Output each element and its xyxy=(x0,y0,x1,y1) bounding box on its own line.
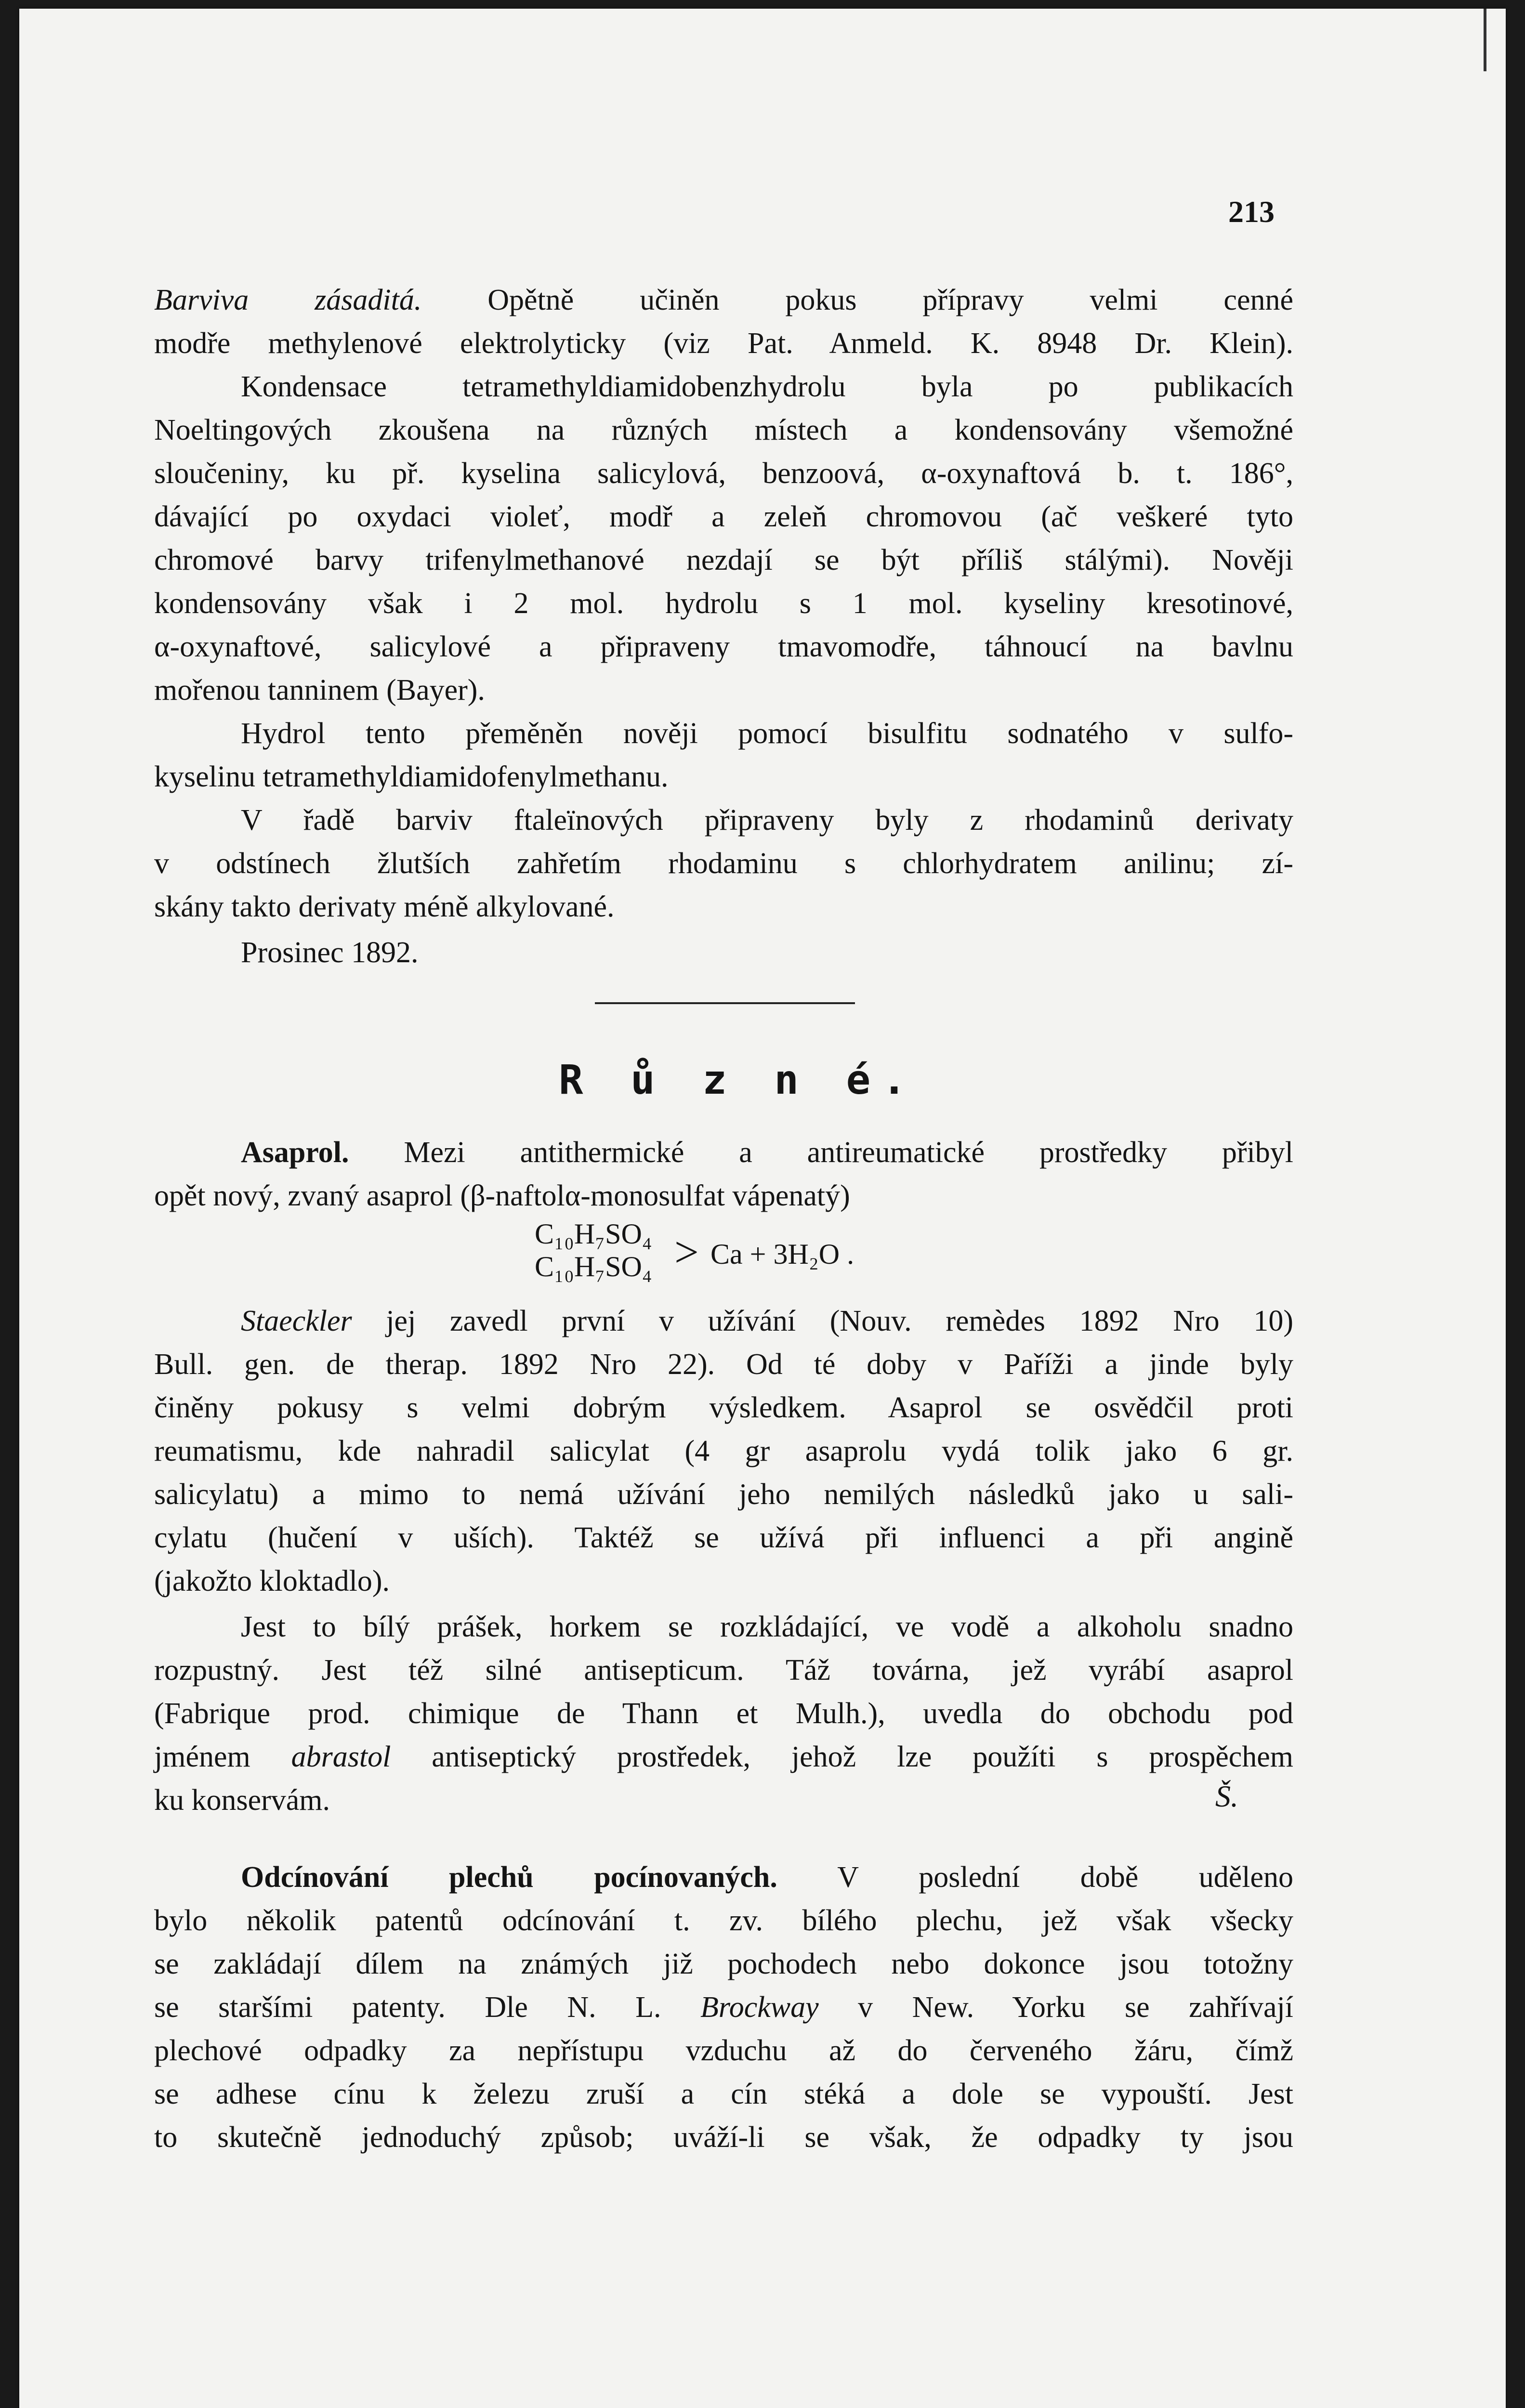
text-line: Prosinec 1892. xyxy=(241,936,419,969)
text-line: v odstínech žlutších zahřetím rhodaminu s chlorhydratem anilinu; zí- xyxy=(154,847,1293,880)
text-line: kondensovány však i 2 mol. hydrolu s 1 mol. kyseliny kresotinové, xyxy=(154,587,1293,620)
text-line: Odcínování plechů pocínovaných. V poslední době uděleno xyxy=(241,1861,1293,1894)
chemical-formula xyxy=(530,1217,963,1290)
section-title: R ů z n é. xyxy=(559,1056,918,1103)
text-line: Staeckler jej zavedl první v užívání (Nouv. remèdes 1892 Nro 10) xyxy=(241,1305,1293,1337)
formula-bracket: > xyxy=(674,1229,699,1276)
formula-rest: Ca + 3H₂O . xyxy=(710,1238,855,1270)
text-line: dávající po oxydaci violeť, modř a zeleň chromovou (ač veškeré tyto xyxy=(154,500,1293,533)
text-line: se zakládají dílem na známých již pochodech nebo dokonce jsou totožny xyxy=(154,1948,1293,1980)
text-line: V řadě barviv ftaleïnových připraveny byly z rhodaminů derivaty xyxy=(241,804,1293,837)
text-line: sloučeniny, ku př. kyselina salicylová, benzoová, α-oxynaftová b. t. 186°, xyxy=(154,457,1293,490)
page-number: 213 xyxy=(1228,195,1275,229)
text-line: to skutečně jednoduchý způsob; uváží-li se však, že odpadky ty jsou xyxy=(154,2121,1293,2154)
text-line: Barviva zásaditá. Opětně učiněn pokus přípravy velmi cenné xyxy=(154,284,1293,316)
text-line: bylo několik patentů odcínování t. zv. bílého plechu, jež však všecky xyxy=(154,1904,1293,1937)
text-line: (jakožto kloktadlo). xyxy=(154,1565,390,1597)
text-line: Hydrol tento přeměněn nověji pomocí bisulfitu sodnatého v sulfo- xyxy=(241,717,1293,750)
text-line: skány takto derivaty méně alkylované. xyxy=(154,890,615,923)
section-divider xyxy=(595,1002,855,1004)
text-line: salicylatu) a mimo to nemá užívání jeho nemilých následků jako u sali- xyxy=(154,1478,1293,1511)
text-line: Noeltingových zkoušena na různých místech a kondensovány všemožné xyxy=(154,414,1293,446)
scan-edge-mark xyxy=(1484,9,1486,71)
text-line: opět nový, zvaný asaprol (β-naftolα-monosulfat vápenatý) xyxy=(154,1179,850,1212)
text-line: plechové odpadky za nepřístupu vzduchu až do červeného žáru, čímž xyxy=(154,2034,1293,2067)
text-line: chromové barvy trifenylmethanové nezdají se být příliš stálými). Nověji xyxy=(154,544,1293,576)
author-signature: Š. xyxy=(1215,1779,1238,1813)
text-line: činěny pokusy s velmi dobrým výsledkem. Asaprol se osvědčil proti xyxy=(154,1391,1293,1424)
text-line: Asaprol. Mezi antithermické a antireumatické prostředky přibyl xyxy=(241,1136,1293,1169)
text-line: mořenou tanninem (Bayer). xyxy=(154,674,485,707)
text-line: rozpustný. Jest též silné antisepticum. Táž továrna, jež vyrábí asaprol xyxy=(154,1654,1293,1687)
text-line: modře methylenové elektrolyticky (viz Pat. Anmeld. K. 8948 Dr. Klein). xyxy=(154,327,1293,360)
text-line: Bull. gen. de therap. 1892 Nro 22). Od té doby v Paříži a jinde byly xyxy=(154,1348,1293,1381)
text-line: (Fabrique prod. chimique de Thann et Mulh.), uvedla do obchodu pod xyxy=(154,1697,1293,1730)
formula-line-2: C₁₀H₇SO₄ xyxy=(535,1251,652,1283)
text-line: se adhese cínu k železu zruší a cín stéká a dole se vypouští. Jest xyxy=(154,2078,1293,2110)
text-line: kyselinu tetramethyldiamidofenylmethanu. xyxy=(154,760,669,793)
text-line: Jest to bílý prášek, horkem se rozkládající, ve vodě a alkoholu snadno xyxy=(241,1610,1293,1643)
text-line: jménem abrastol antiseptický prostředek, jehož lze použíti s prospěchem xyxy=(154,1741,1293,1773)
text-line: α-oxynaftové, salicylové a připraveny tmavomodře, táhnoucí na bavlnu xyxy=(154,630,1293,663)
text-line: reumatismu, kde nahradil salicylat (4 gr asaprolu vydá tolik jako 6 gr. xyxy=(154,1435,1293,1467)
text-line: se staršími patenty. Dle N. L. Brockway v New. Yorku se zahřívají xyxy=(154,1991,1293,2024)
text-line: Kondensace tetramethyldiamidobenzhydrolu byla po publikacích xyxy=(241,370,1293,403)
formula-line-1: C₁₀H₇SO₄ xyxy=(535,1218,652,1250)
text-line: cylatu (hučení v uších). Taktéž se užívá při influenci a při angině xyxy=(154,1521,1293,1554)
text-line: ku konservám. xyxy=(154,1784,330,1817)
document-page xyxy=(19,9,1506,2408)
